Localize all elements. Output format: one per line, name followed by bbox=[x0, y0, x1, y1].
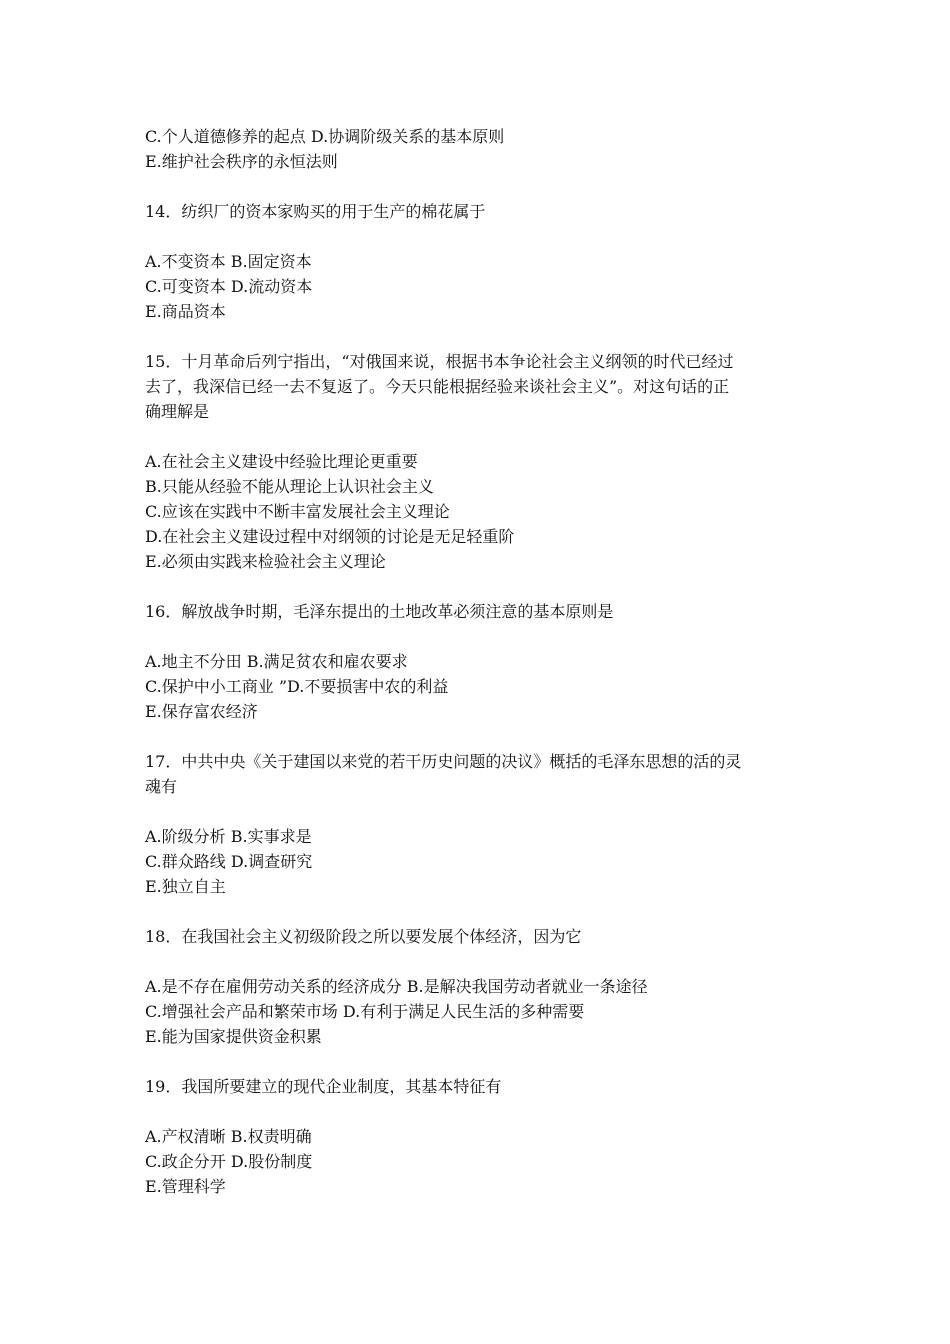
question-18-options: C.增强社会产品和繁荣市场 D.有利于满足人民生活的多种需要 bbox=[145, 1002, 585, 1021]
question-14-stem: 14．纺织厂的资本家购买的用于生产的棉花属于 bbox=[145, 202, 486, 221]
blank-line bbox=[145, 799, 805, 824]
question-17-stem: 17．中共中央《关于建国以来党的若干历史问题的决议》概括的毛泽东思想的活的灵 bbox=[145, 752, 742, 771]
question-16-options: A.地主不分田 B.满足贫农和雇农要求 bbox=[145, 652, 408, 671]
question-15-option: E.必须由实践来检验社会主义理论 bbox=[145, 552, 386, 571]
blank-line bbox=[145, 424, 805, 449]
question-17-options: C.群众路线 D.调查研究 bbox=[145, 852, 313, 871]
question-17-stem: 魂有 bbox=[145, 777, 178, 796]
blank-line bbox=[145, 724, 805, 749]
question-17-options: E.独立自主 bbox=[145, 877, 226, 896]
question-18-stem: 18．在我国社会主义初级阶段之所以要发展个体经济，因为它 bbox=[145, 927, 582, 946]
question-15-option: A.在社会主义建设中经验比理论更重要 bbox=[145, 452, 418, 471]
question-16-options: C.保护中小工商业 ”D.不要损害中农的利益 bbox=[145, 677, 449, 696]
question-14-options: C.可变资本 D.流动资本 bbox=[145, 277, 313, 296]
question-14-options: A.不变资本 B.固定资本 bbox=[145, 252, 312, 271]
question-19-options: E.管理科学 bbox=[145, 1177, 226, 1196]
blank-line bbox=[145, 1099, 805, 1124]
blank-line bbox=[145, 624, 805, 649]
question-16-stem: 16．解放战争时期，毛泽东提出的土地改革必须注意的基本原则是 bbox=[145, 602, 614, 621]
document-body bbox=[145, 124, 805, 1199]
question-19-options: A.产权清晰 B.权责明确 bbox=[145, 1127, 312, 1146]
question-19-options: C.政企分开 D.股份制度 bbox=[145, 1152, 313, 1171]
blank-line bbox=[145, 174, 805, 199]
blank-line bbox=[145, 324, 805, 349]
blank-line bbox=[145, 949, 805, 974]
question-15-stem: 15．十月革命后列宁指出，“对俄国来说，根据书本争论社会主义纲领的时代已经过 bbox=[145, 352, 734, 371]
blank-line bbox=[145, 574, 805, 599]
question-17-options: A.阶级分析 B.实事求是 bbox=[145, 827, 312, 846]
question-15-option: D.在社会主义建设过程中对纲领的讨论是无足轻重阶 bbox=[145, 527, 515, 546]
blank-line bbox=[145, 1049, 805, 1074]
question-19-stem: 19．我国所要建立的现代企业制度，其基本特征有 bbox=[145, 1077, 502, 1096]
text-line: C.个人道德修养的起点 D.协调阶级关系的基本原则 bbox=[145, 127, 505, 146]
question-15-stem: 确理解是 bbox=[145, 402, 210, 421]
question-15-stem: 去了，我深信已经一去不复返了。今天只能根据经验来谈社会主义”。对这句话的正 bbox=[145, 377, 730, 396]
question-16-options: E.保存富农经济 bbox=[145, 702, 258, 721]
question-18-options: A.是不存在雇佣劳动关系的经济成分 B.是解决我国劳动者就业一条途径 bbox=[145, 977, 648, 996]
question-18-options: E.能为国家提供资金积累 bbox=[145, 1027, 322, 1046]
blank-line bbox=[145, 224, 805, 249]
text-line: E.维护社会秩序的永恒法则 bbox=[145, 152, 338, 171]
question-15-option: B.只能从经验不能从理论上认识社会主义 bbox=[145, 477, 434, 496]
blank-line bbox=[145, 899, 805, 924]
question-14-options: E.商品资本 bbox=[145, 302, 226, 321]
question-15-option: C.应该在实践中不断丰富发展社会主义理论 bbox=[145, 502, 450, 521]
